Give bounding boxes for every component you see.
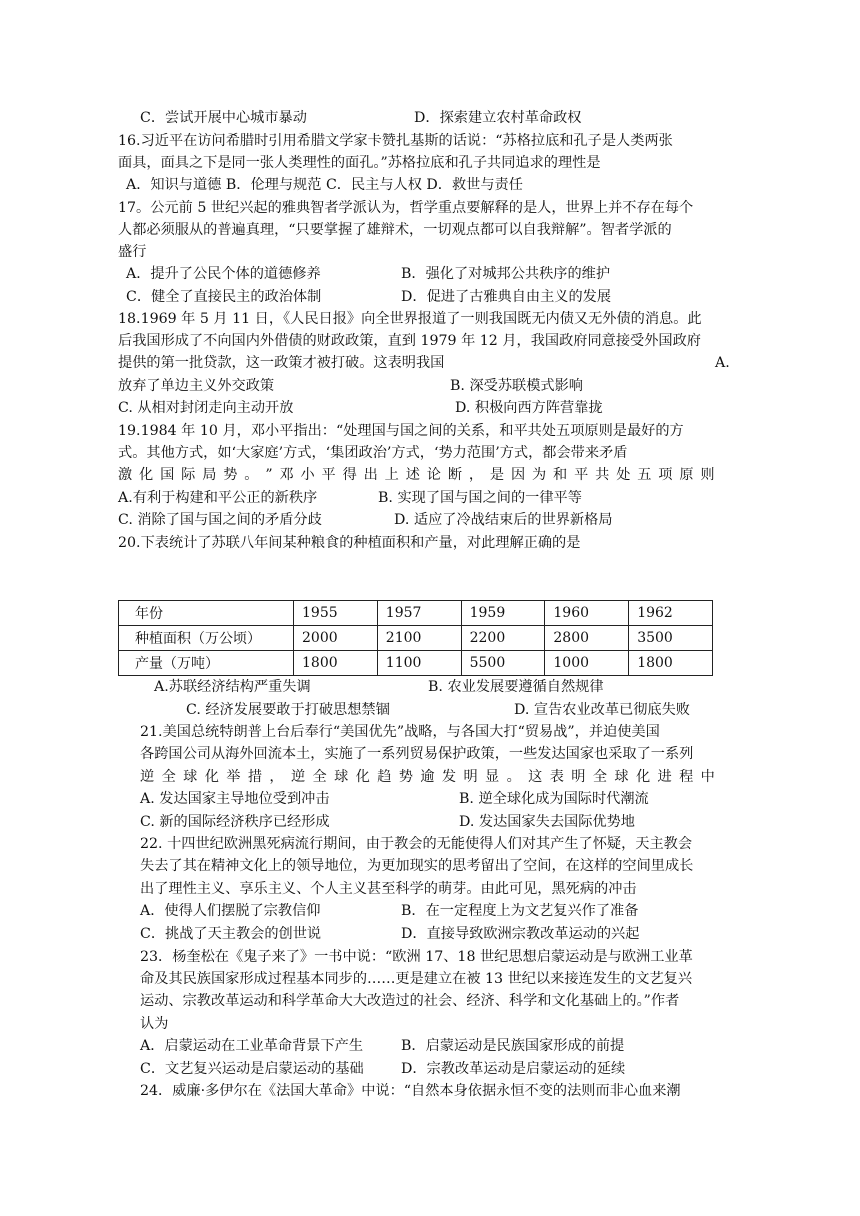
q23-option-c: C．文艺复兴运动是启蒙运动的基础	[140, 1061, 364, 1077]
q18-option-a-label: A.	[715, 355, 730, 371]
q17-option-d: D．促进了古雅典自由主义的发展	[401, 289, 612, 305]
justified-char: 化	[139, 467, 154, 483]
table-cell: 1957	[377, 601, 461, 626]
table-cell: 2200	[461, 626, 545, 651]
table-cell: 2800	[545, 626, 629, 651]
table-cell: 年份	[119, 601, 294, 626]
q23-stem-line3: 运动、宗教改革运动和科学革命大大改造过的社会、经济、科学和文化基础上的。”作者	[140, 993, 680, 1009]
justified-char: 和	[553, 467, 568, 483]
q15-option-c: C．尝试开展中心城市暴动	[140, 110, 307, 126]
q17-stem-line1: 17。公元前 5 世纪兴起的雅典智者学派认为，哲学重点要解释的是人，世界上并不存在每个	[118, 200, 694, 216]
q20-stem: 20.下表统计了苏联八年间某种粮食的种植面积和产量，对此理解正确的是	[118, 535, 581, 551]
justified-char: 趋	[377, 769, 392, 785]
justified-char: 因	[510, 467, 526, 483]
q18-option-a: 放弃了单边主义外交政策	[118, 378, 275, 394]
justified-char: 进	[657, 769, 672, 785]
justified-char: 述	[405, 467, 420, 483]
justified-char: 势	[223, 467, 238, 483]
q24-stem-line1: 24．威廉·多伊尔在《法国大革命》中说：“自然本身依据永恒不变的法则而非心血来潮	[140, 1083, 681, 1099]
q21-stem-line2: 各跨国公司从海外回流本土，实施了一系列贸易保护政策，一些发达国家也采取了一系列	[140, 746, 694, 762]
justified-char: 际	[181, 467, 196, 483]
table-cell: 1800	[629, 651, 713, 676]
table-cell: 1100	[377, 651, 461, 676]
table-row	[119, 626, 713, 651]
table-cell: 2000	[294, 626, 378, 651]
justified-char: 局	[202, 467, 217, 483]
q22-stem-line2: 失去了其在精神文化上的领导地位，为更加现实的思考留出了空间，在这样的空间里成长	[140, 858, 694, 874]
q18-option-d: D. 积极向西方阵营靠拢	[455, 400, 603, 416]
justified-char: 上	[384, 467, 399, 483]
table-cell: 3500	[629, 626, 713, 651]
q21-stem-line3	[140, 766, 715, 788]
justified-char: 处	[616, 467, 631, 483]
justified-char: 原	[679, 467, 694, 483]
q17-stem-line3: 盛行	[118, 244, 147, 260]
justified-char: 激	[118, 467, 133, 483]
justified-char: 。	[506, 769, 521, 785]
q17-stem-line2: 人都必须服从的普遍真理，“只要掌握了雄辩术，一切观点都可以自我辩解”。智者学派的	[118, 222, 672, 238]
justified-char: 全	[592, 769, 608, 785]
q22-option-a: A．使得人们摆脱了宗教信仰	[140, 903, 321, 919]
justified-char: 这	[528, 769, 543, 785]
q15-option-d: D．探索建立农村革命政权	[414, 110, 582, 126]
justified-char: 得	[342, 467, 357, 483]
justified-char: 举	[226, 769, 241, 785]
justified-char: 显	[485, 769, 500, 785]
q17-option-a: A．提升了公民个体的道德修养	[126, 266, 321, 282]
justified-char: 平	[574, 467, 589, 483]
q23-option-b: B．启蒙运动是民族国家形成的前提	[401, 1038, 625, 1054]
q16-stem-line2: 面具，面具之下是同一张人类理性的面孔。”苏格拉底和孔子共同追求的理性是	[118, 155, 601, 171]
justified-char: 化	[635, 769, 651, 785]
justified-char: 平	[321, 467, 336, 483]
q17-option-b: B．强化了对城邦公共秩序的维护	[401, 266, 611, 282]
table-cell: 1960	[545, 601, 629, 626]
justified-char: 断	[447, 467, 463, 483]
table-cell: 产量（万吨）	[119, 651, 294, 676]
q20-option-c: C. 经济发展要敢于打破思想禁锢	[186, 702, 390, 718]
table-row	[119, 601, 713, 626]
q18-stem-line1: 18.1969 年 5 月 11 日，《人民日报》向全世界报道了一则我国既无内债又无外债的消息。此	[118, 311, 702, 327]
justified-char: 全	[161, 769, 176, 785]
q19-stem-line2: 式。其他方式，如‘大家庭’方式，‘集团政治’方式，‘势力范围’方式，都会带来矛盾	[118, 445, 628, 461]
q19-option-d: D. 适应了冷战结束后的世界新格局	[394, 512, 613, 528]
q23-option-d: D．宗教改革运动是启蒙运动的延续	[401, 1061, 626, 1077]
justified-char: ”	[265, 467, 273, 483]
table-cell: 种植面积（万公顷）	[119, 626, 294, 651]
q17-option-c: C．健全了直接民主的政治体制	[126, 289, 322, 305]
q22-option-b: B．在一定程度上为文艺复兴作了准备	[401, 903, 639, 919]
q19-option-c: C. 消除了国与国之间的矛盾分歧	[118, 512, 322, 528]
justified-char: 出	[363, 467, 378, 483]
justified-char: 五	[637, 467, 652, 483]
q21-option-a: A. 发达国家主导地位受到冲击	[140, 791, 330, 807]
q19-option-a: A.有利于构建和平公正的新秩序	[118, 490, 318, 506]
q16-options: A．知识与道德 B．伦理与规范 C．民主与人权 D．救世与责任	[126, 177, 523, 193]
justified-char: 逾	[420, 769, 435, 785]
justified-char: 是	[489, 467, 505, 483]
q18-option-b: B. 深受苏联模式影响	[450, 378, 583, 394]
justified-char: 全	[312, 769, 327, 785]
justified-char: 逆	[140, 769, 155, 785]
q23-stem-line2: 命及其民族国家形成过程基本同步的……更是建立在被 13 世纪以来接连发生的文艺复兴	[140, 971, 693, 987]
justified-char: 球	[183, 769, 198, 785]
table-row	[119, 651, 713, 676]
justified-char: 程	[679, 769, 694, 785]
q23-stem-line4: 认为	[140, 1016, 169, 1032]
justified-char: 小	[300, 467, 315, 483]
q19-stem-line3	[118, 464, 715, 486]
justified-char: 化	[355, 769, 370, 785]
q20-option-a: A.苏联经济结构严重失调	[154, 679, 311, 695]
justified-char: 明	[571, 769, 586, 785]
justified-char: 逆	[290, 769, 306, 785]
justified-char: 为	[532, 467, 547, 483]
q23-stem-line1: 23．杨奎松在《鬼子来了》一书中说：“欧洲 17、18 世纪思想启蒙运动是与欧洲工业革	[140, 949, 693, 965]
justified-char: ，	[269, 769, 284, 785]
q22-option-c: C．挑战了天主教会的创世说	[140, 926, 322, 942]
justified-char: 项	[658, 467, 673, 483]
q19-option-b: B. 实现了国与国之间的一律平等	[378, 490, 582, 506]
table-cell: 1962	[629, 601, 713, 626]
table-cell: 2100	[377, 626, 461, 651]
q16-stem-line1: 16.习近平在访问希腊时引用希腊文学家卡赞扎基斯的话说：“苏格拉底和孔子是人类两张	[118, 133, 673, 149]
q21-stem-line1: 21.美国总统特朗普上台后奉行“美国优先”战略，与各国大打“贸易战”，并迫使美国	[140, 724, 660, 740]
justified-char: 表	[549, 769, 564, 785]
justified-char: 共	[595, 467, 610, 483]
q21-option-b: B. 逆全球化成为国际时代潮流	[459, 791, 649, 807]
justified-char: ，	[468, 467, 484, 483]
q20-data-table	[118, 600, 713, 676]
table-cell: 1000	[545, 651, 629, 676]
q18-stem-line2: 后我国形成了不向国内外借债的财政政策，直到 1979 年 12 月，我国政府同意接受外国政府	[118, 333, 701, 349]
justified-char: 论	[426, 467, 441, 483]
q22-option-d: D．直接导致欧洲宗教改革运动的兴起	[401, 926, 640, 942]
justified-char: 明	[463, 769, 478, 785]
q20-option-d: D. 宣告农业改革已彻底失败	[514, 702, 690, 718]
justified-char: 势	[398, 769, 413, 785]
justified-char: 。	[244, 467, 259, 483]
justified-char: 球	[614, 769, 629, 785]
justified-char: 中	[700, 769, 715, 785]
q20-option-b: B. 农业发展要遵循自然规律	[428, 679, 604, 695]
q21-option-d: D. 发达国家失去国际优势地	[459, 814, 635, 830]
justified-char: 国	[160, 467, 175, 483]
q22-stem-line3: 出了理性主义、享乐主义、个人主义甚至科学的萌芽。由此可见，黑死病的冲击	[140, 881, 637, 897]
justified-char: 邓	[279, 467, 294, 483]
table-cell: 1955	[294, 601, 378, 626]
q18-option-c: C. 从相对封闭走向主动开放	[118, 400, 294, 416]
q23-option-a: A．启蒙运动在工业革命背景下产生	[140, 1038, 364, 1054]
justified-char: 发	[441, 769, 457, 785]
q22-stem-line1: 22. 十四世纪欧洲黑死病流行期间，由于教会的无能使得人们对其产生了怀疑，天主教会	[140, 836, 693, 852]
justified-char: 化	[204, 769, 219, 785]
justified-char: 球	[334, 769, 349, 785]
table-cell: 1959	[461, 601, 545, 626]
q21-option-c: C. 新的国际经济秩序已经形成	[140, 814, 330, 830]
q18-stem-line3: 提供的第一批贷款，这一政策才被打破。这表明我国	[118, 355, 445, 371]
table-cell: 1800	[294, 651, 378, 676]
justified-char: 措	[247, 769, 263, 785]
q19-stem-line1: 19.1984 年 10 月，邓小平指出：“处理国与国之间的关系，和平共处五项原则是最好的方	[118, 423, 684, 439]
table-cell: 5500	[461, 651, 545, 676]
justified-char: 则	[700, 467, 715, 483]
